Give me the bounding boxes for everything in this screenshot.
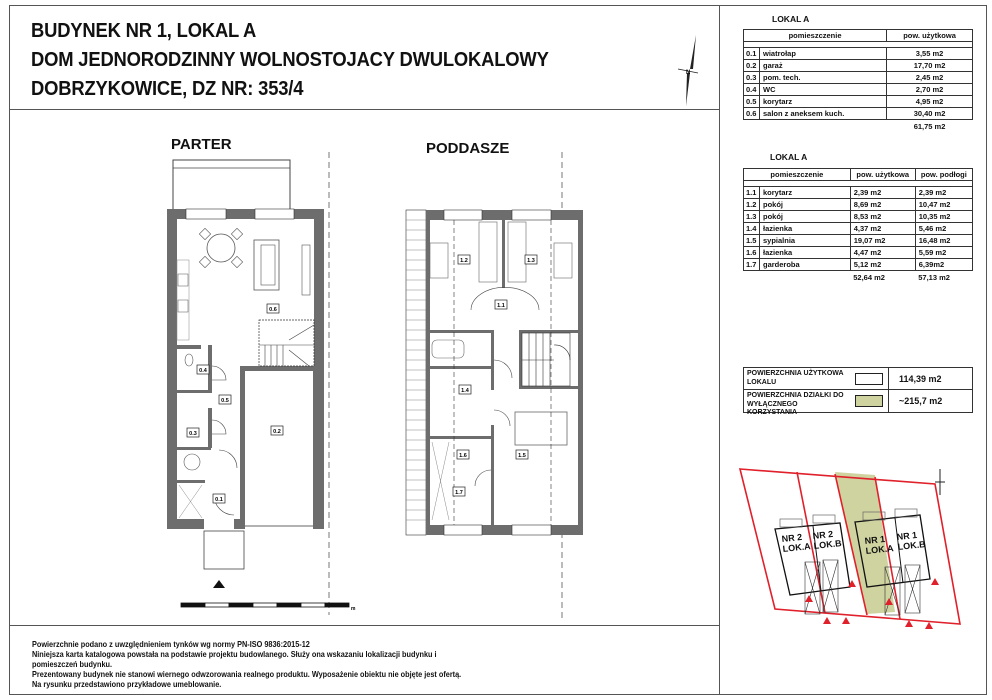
note-line: Prezentowany budynek nie stanowi wiernego odwzorowania realnego produktu. Wyposażenie obiektu nie objęte jest ofertą. [32, 669, 462, 679]
north-arrow-icon [676, 33, 700, 108]
svg-text:0.3: 0.3 [189, 431, 197, 437]
table-row: 1.1 korytarz 2,39 m2 2,39 m2 [744, 187, 973, 199]
site-label-nr1a: NR 1LOK.A [864, 533, 895, 556]
table-attic-total-area: 52,64 m2 [853, 273, 885, 283]
site-plan [735, 457, 985, 637]
table-ground-total: 61,75 m2 [913, 122, 946, 132]
right-panel [720, 5, 987, 695]
attic-floor-plan [399, 150, 589, 630]
table-row: 1.7 garderoba 5,12 m2 6,39m2 [744, 259, 973, 271]
site-label-nr2b: NR 2LOK.B [812, 528, 843, 551]
summary-usable-row [744, 368, 972, 390]
column-header: pow. użytkowa [850, 169, 915, 181]
column-header: pomieszczenie [744, 30, 887, 42]
table-row: 0.1 wiatrołap 3,55 m2 [744, 48, 973, 60]
svg-text:N: N [686, 70, 691, 76]
column-header: pomieszczenie [744, 169, 851, 181]
table-attic-total-floor: 57,13 m2 [918, 273, 950, 283]
svg-text:1.7: 1.7 [455, 490, 463, 496]
svg-text:1.4: 1.4 [461, 388, 469, 394]
svg-text:1.6: 1.6 [459, 453, 467, 459]
title-location: DOBRZYKOWICE, DZ NR: 353/4 [31, 78, 304, 100]
table-row: 1.6 łazienka 4,47 m2 5,59 m2 [744, 247, 973, 259]
usable-area-label: POWIERZCHNIA UŻYTKOWA LOKALU [747, 370, 844, 386]
title-building: BUDYNEK NR 1, LOKAL A [31, 20, 257, 42]
svg-text:0.2: 0.2 [273, 429, 281, 435]
svg-text:0.1: 0.1 [215, 497, 223, 503]
usable-area-value: 114,39 m2 [899, 373, 942, 384]
table-row: 1.5 sypialnia 19,07 m2 16,48 m2 [744, 235, 973, 247]
note-line: Niniejsza karta katalogowa powstała na podstawie projektu budowlanego. Służy ona wskazaniu lokalizacji budynku i [32, 649, 437, 659]
plot-area-value: ~215,7 m2 [899, 396, 943, 406]
summary-plot-row [744, 390, 972, 416]
svg-text:1.1: 1.1 [497, 303, 505, 309]
table-row: 0.6 salon z aneksem kuch. 30,40 m2 [744, 108, 973, 120]
area-summary [743, 367, 973, 416]
svg-text:1.5: 1.5 [518, 453, 526, 459]
table-attic-title: LOKAL A [770, 152, 808, 162]
ground-floor-plan [159, 150, 349, 620]
site-label-nr1b: NR 1LOK.B [896, 529, 927, 552]
plot-area-label: POWIERZCHNIA DZIAŁKI DO WYŁĄCZNEGO KORZYSTANIA [747, 392, 844, 416]
table-row: 0.5 korytarz 4,95 m2 [744, 96, 973, 108]
left-panel [9, 5, 720, 695]
table-row: 0.2 garaż 17,70 m2 [744, 60, 973, 72]
title-type: DOM JEDNORODZINNY WOLNOSTOJACY DWULOKALOWY [31, 49, 549, 71]
usable-area-swatch [855, 373, 883, 385]
svg-text:0.6: 0.6 [269, 307, 277, 313]
scale-bar [179, 600, 359, 614]
plan-label-ground: PARTER [171, 136, 232, 153]
table-ground-title: LOKAL A [772, 14, 810, 24]
table-row: 0.4 WC 2,70 m2 [744, 84, 973, 96]
column-header: pow. użytkowa [887, 30, 973, 42]
table-ground [743, 29, 973, 134]
table-row: 1.3 pokój 8,53 m2 10,35 m2 [744, 211, 973, 223]
note-line: Powierzchnie podano z uwzględnieniem tynków wg normy PN-ISO 9836:2015-12 [32, 639, 310, 649]
table-row: 0.3 pom. tech. 2,45 m2 [744, 72, 973, 84]
table-row: 1.4 łazienka 4,37 m2 5,46 m2 [744, 223, 973, 235]
table-attic [743, 168, 973, 285]
notes-block [9, 625, 720, 695]
svg-text:1.3: 1.3 [527, 258, 535, 264]
site-label-nr2a: NR 2LOK.A [781, 531, 812, 554]
title-block [9, 5, 720, 110]
svg-text:0.5: 0.5 [221, 398, 229, 404]
table-row: 1.2 pokój 8,69 m2 10,47 m2 [744, 199, 973, 211]
note-line: Na rysunku przedstawiono przykładowe umeblowanie. [32, 679, 222, 689]
plot-area-swatch [855, 395, 883, 407]
column-header: pow. podłogi [915, 169, 972, 181]
note-line: pomieszczeń budynku. [32, 659, 113, 669]
floor-plans [9, 110, 720, 625]
svg-text:m: m [351, 606, 356, 612]
plan-label-attic: PODDASZE [426, 140, 510, 157]
svg-text:0.4: 0.4 [199, 368, 207, 374]
svg-text:1.2: 1.2 [460, 258, 468, 264]
